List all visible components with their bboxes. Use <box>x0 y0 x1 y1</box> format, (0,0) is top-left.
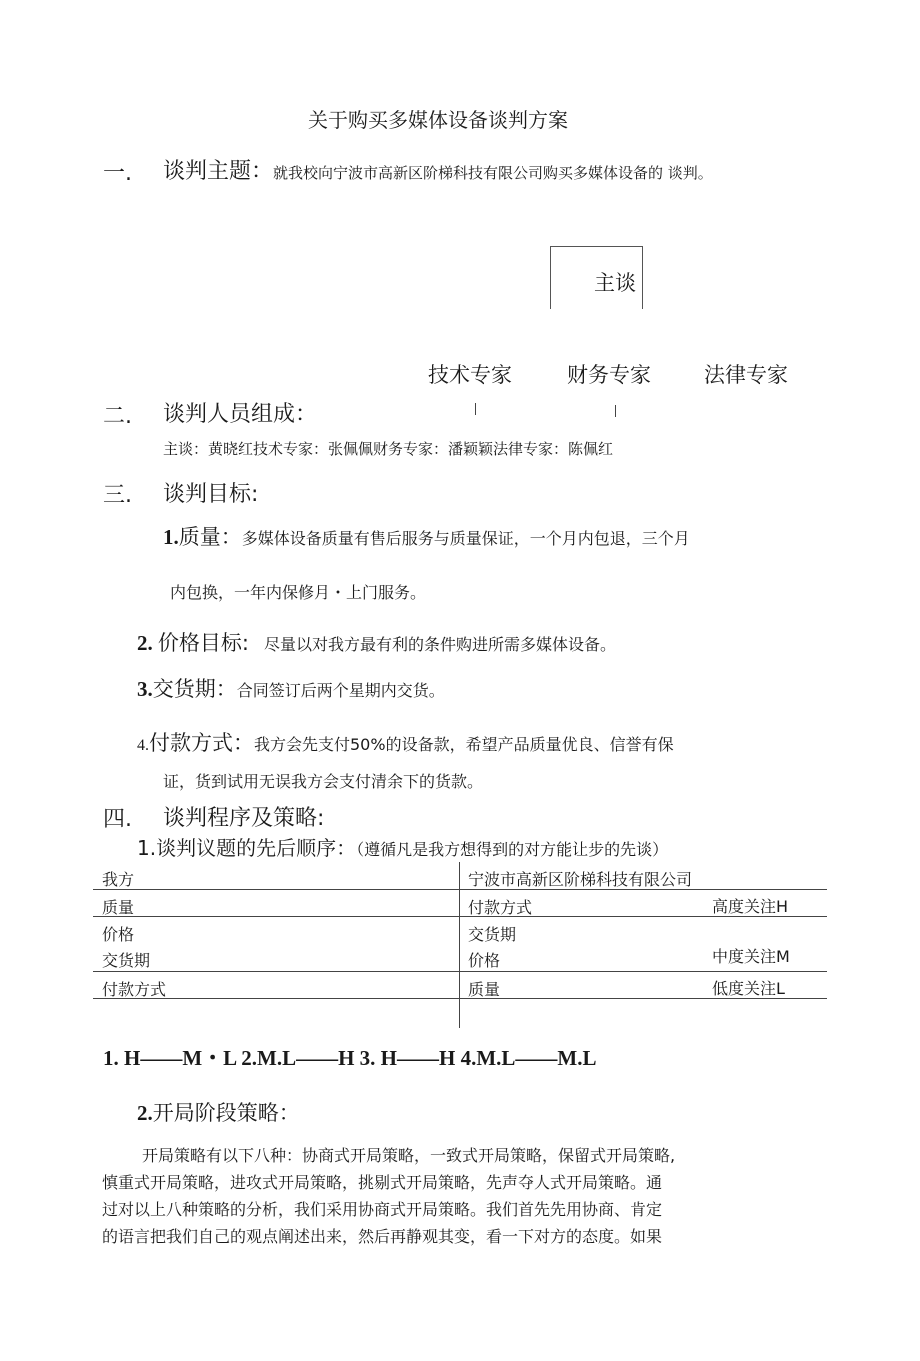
goal2-number: 2. <box>137 631 153 655</box>
goal3-line <box>137 673 445 703</box>
org-connector-2 <box>615 405 616 417</box>
paragraph-line: 开局策略有以下八种：协商式开局策略，一致式开局策略，保留式开局策略, <box>142 1146 676 1165</box>
org-tech: 技术专家 <box>428 363 512 387</box>
table-rule <box>93 889 827 890</box>
section1-line <box>163 154 713 185</box>
paragraph-line: 的语言把我们自己的观点阐述出来，然后再静观其变，看一下对方的态度。如果 <box>102 1227 663 1246</box>
section2-members: 主谈：黄晓红技术专家：张佩佩财务专家：潘颖颖法律专家：陈佩红 <box>163 440 614 458</box>
goal4-text: 我方会先支付50%的设备款，希望产品质量优良、信誉有保 <box>254 735 674 754</box>
goal1-line <box>163 521 690 551</box>
table-cell-right: 质量 <box>468 980 501 999</box>
table-cell-left: 质量 <box>102 898 135 917</box>
goal3-number: 3. <box>137 677 153 701</box>
table-cell-right: 交货期 <box>468 925 517 944</box>
org-legal: 法律专家 <box>704 363 788 387</box>
table-cell-left: 付款方式 <box>102 980 167 999</box>
section1-number: 一. <box>103 161 132 186</box>
goal2-label: 价格目标: <box>157 631 249 655</box>
table-divider <box>459 862 460 1028</box>
table-header-right: 宁波市高新区阶梯科技有限公司 <box>468 870 693 889</box>
goal1-text: 多媒体设备质量有售后服务与质量保证，一个月内包退，三个月 <box>241 529 690 548</box>
goal4-line <box>137 727 674 757</box>
opening-number: 2. <box>137 1101 153 1125</box>
section4-heading: 谈判程序及策略: <box>163 806 325 831</box>
org-connector-1 <box>475 403 476 415</box>
section1-heading: 谈判主题： <box>163 159 274 184</box>
goal1-label: 质量： <box>178 525 242 549</box>
paragraph-line: 慎重式开局策略，进攻式开局策略，挑剔式开局策略，先声夺人式开局策略。通 <box>102 1173 663 1192</box>
table-cell-right: 付款方式 <box>468 898 533 917</box>
goal2-line <box>137 627 616 657</box>
table-cell-left: 价格 <box>102 925 135 944</box>
goal4-label: 付款方式： <box>149 731 254 755</box>
negotiation-sequence: 1. H——M・L 2.M.L——H 3. H——H 4.M.L——M.L <box>103 1046 597 1070</box>
section3-number: 三. <box>103 483 132 508</box>
org-finance: 财务专家 <box>567 363 651 387</box>
table-cell-level: 中度关注M <box>712 947 790 966</box>
table-header-left: 我方 <box>102 870 135 889</box>
section1-text: 就我校向宁波市高新区阶梯科技有限公司购买多媒体设备的 谈判。 <box>273 164 713 182</box>
section4-number: 四. <box>103 807 132 832</box>
section3-heading: 谈判目标: <box>163 482 259 507</box>
opening-heading-line <box>137 1097 300 1127</box>
goal1-continuation: 内包换，一年内保修月・上门服务。 <box>170 583 427 602</box>
section2-number: 二. <box>103 404 132 429</box>
goal2-text: 尽量以对我方最有利的条件购进所需多媒体设备。 <box>264 635 617 654</box>
table-cell-right: 价格 <box>468 951 501 970</box>
document-title: 关于购买多媒体设备谈判方案 <box>308 108 568 132</box>
table-cell-level: 高度关注H <box>712 897 789 916</box>
paragraph-line: 过对以上八种策略的分析，我们采用协商式开局策略。我们首先先用协商、肯定 <box>102 1200 663 1219</box>
section2-heading: 谈判人员组成： <box>163 402 318 427</box>
table-cell-left: 交货期 <box>102 951 151 970</box>
sub1-label: 1.谈判议题的先后顺序： <box>137 836 357 860</box>
goal4-number: 4. <box>137 737 149 754</box>
table-cell-level: 低度关注L <box>712 979 785 998</box>
opening-heading: 开局阶段策略： <box>152 1101 300 1125</box>
sub1-note: （遵循凡是我方想得到的对方能让步的先谈） <box>356 840 669 859</box>
goal3-text: 合同签订后两个星期内交货。 <box>236 681 445 700</box>
sub1-line <box>137 832 668 861</box>
goal1-number: 1. <box>163 525 179 549</box>
goal3-label: 交货期： <box>152 677 237 701</box>
goal4-continuation: 证，货到试用无误我方会支付清余下的货款。 <box>163 772 484 791</box>
table-rule <box>93 971 827 972</box>
org-chief: 主谈 <box>594 271 636 295</box>
